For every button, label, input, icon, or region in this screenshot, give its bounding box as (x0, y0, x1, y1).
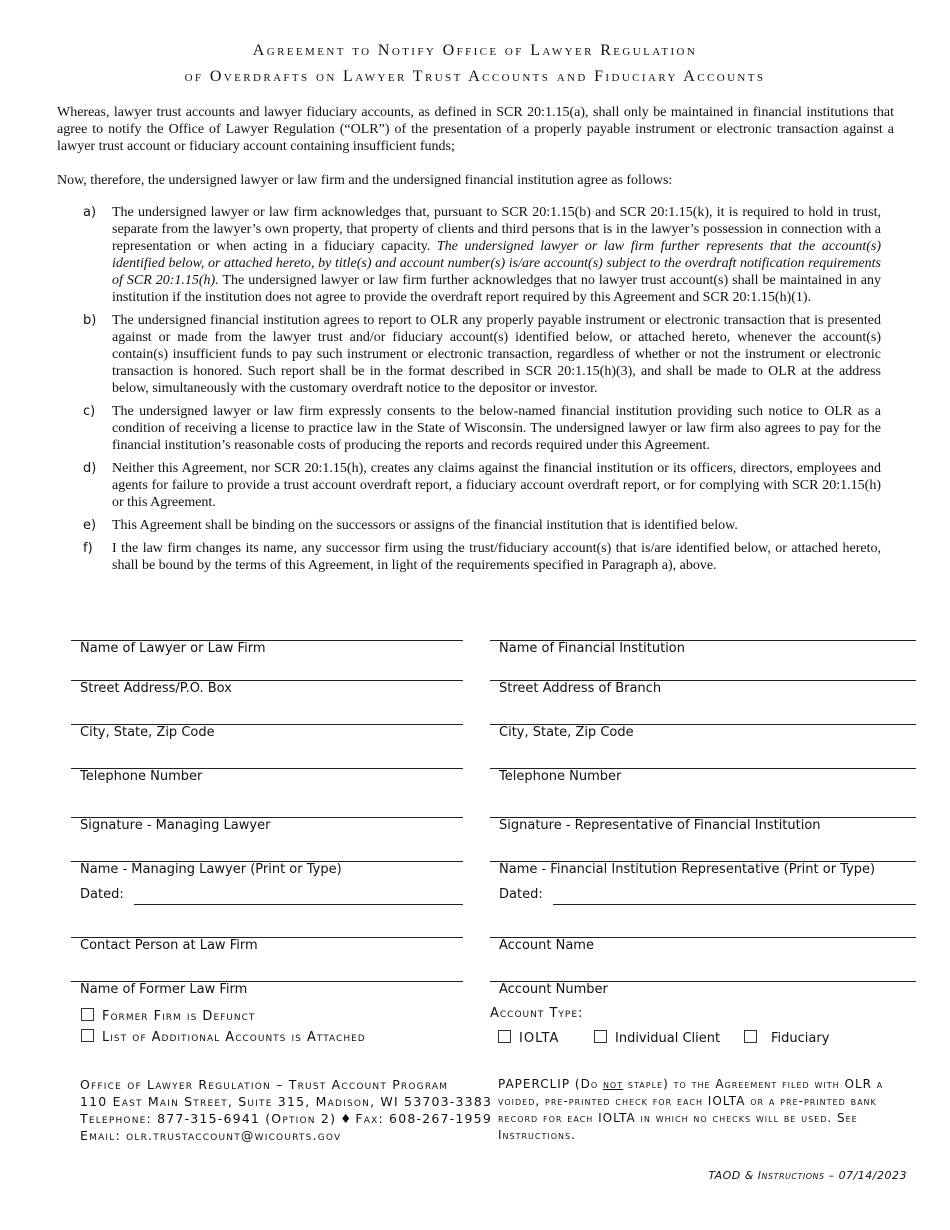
item-marker: b) (83, 313, 97, 328)
title-line-1: Agreement to Notify Office of Lawyer Regulation (252, 42, 698, 59)
institution-phone-field[interactable] (490, 768, 916, 784)
item-text: The undersigned lawyer or law firm expressly consents to the below-named financial institution providing such notice to OLR as a condition of receiving a license to practice law in the State of Wisconsin. The undersigned lawyer or law firm also agrees to pay for the financial institution’s reasonable costs of producing the reports and records required under this Agreement. (112, 404, 881, 453)
lawyer-street-field[interactable] (71, 680, 463, 696)
form-title (0, 38, 950, 90)
item-a-text-2: The undersigned lawyer or law firm further acknowledges that no lawyer trust account(s) shall be maintained in any institution if the institution does not agree to provide the overdraft report required by this Agreement and SCR 20:1.15(h)(1). (112, 273, 882, 305)
agreement-items (83, 204, 881, 580)
checkbox[interactable] (744, 1030, 757, 1043)
account-number-field[interactable] (490, 981, 916, 997)
paperclip-text-2: staple) to the Agreement filed with OLR a voided, pre-printed check for each IOLTA or a pre-printed bank record for each IOLTA in which no checks will be used. See Instructions. (498, 1077, 884, 1142)
item-marker: a) (83, 205, 97, 220)
item-f (83, 540, 881, 574)
item-marker: d) (83, 461, 97, 476)
institution-dated-label: Dated: (499, 887, 543, 902)
office-phone: Telephone: 877-315-6941 (Option 2) (80, 1111, 337, 1126)
item-a (83, 204, 881, 306)
lawyer-phone-field[interactable] (71, 768, 463, 784)
field-label: Name of Former Law Firm (80, 982, 248, 997)
checkbox-label: Fiduciary (771, 1031, 830, 1046)
checkbox[interactable] (594, 1030, 607, 1043)
diamond-icon: ♦ (340, 1111, 352, 1126)
office-street (80, 1093, 492, 1110)
field-label: Name - Managing Lawyer (Print or Type) (80, 862, 342, 877)
former-firm-field[interactable] (71, 981, 463, 997)
lead-paragraph: Now, therefore, the undersigned lawyer or law firm and the undersigned financial institution agree as follows: (57, 173, 673, 188)
field-label: Name of Financial Institution (499, 641, 685, 656)
item-a-italic: The undersigned lawyer or law firm further represents that the account(s) identified below, or attached hereto, by title(s) and account number(s) is/are account(s) subject to the overdraft notification requirements of SCR 20:1.15(h). (112, 239, 882, 288)
item-text (112, 204, 881, 306)
field-label: Street Address of Branch (499, 681, 662, 696)
title-line-2: of Overdrafts on Lawyer Trust Accounts and Fiduciary Accounts (184, 68, 766, 85)
field-label: Telephone Number (499, 769, 622, 784)
lawyer-print-name-field[interactable] (71, 861, 463, 877)
field-label: City, State, Zip Code (499, 725, 634, 740)
item-text: This Agreement shall be binding on the successors or assigns of the financial institution that is identified below. (112, 518, 738, 533)
item-marker: f) (83, 541, 93, 556)
item-e (83, 517, 881, 534)
item-text: I the law firm changes its name, any successor firm using the trust/fiduciary account(s) that is/are identified below, or attached hereto, shall be bound by the terms of this Agreement, in light of the requirements specified in Paragraph a), above. (112, 541, 881, 573)
lawyer-dated-label: Dated: (80, 887, 124, 902)
account-type-individual-client[interactable] (594, 1030, 720, 1046)
checkbox-label: IOLTA (519, 1031, 560, 1046)
institution-print-name-field[interactable] (490, 861, 916, 877)
lawyer-name-field[interactable] (71, 640, 463, 656)
lawyer-signature-field[interactable] (71, 817, 463, 833)
institution-city-field[interactable] (490, 724, 916, 740)
intro-paragraph: Whereas, lawyer trust accounts and lawyer fiduciary accounts, as defined in SCR 20:1.15(a), shall only be maintained in financial institutions that agree to notify the Office of Lawyer Regulation (“OLR”) of the presentation of a properly payable instrument or electronic transaction against a lawyer trust account or fiduciary account containing insufficient funds; (57, 105, 894, 154)
office-phone-fax (80, 1110, 492, 1127)
paperclip-instructions (498, 1076, 912, 1144)
item-marker: c) (83, 404, 96, 419)
branch-street-field[interactable] (490, 680, 916, 696)
field-label: Name of Lawyer or Law Firm (80, 641, 266, 656)
field-label: Account Number (499, 982, 608, 997)
checkbox[interactable] (81, 1029, 94, 1042)
former-firm-defunct-option[interactable] (81, 1008, 255, 1024)
office-email: Email: olr.trustaccount@wicourts.gov (80, 1128, 342, 1143)
account-type-fiduciary[interactable] (744, 1030, 829, 1046)
field-label: Contact Person at Law Firm (80, 938, 258, 953)
field-label: Signature - Managing Lawyer (80, 818, 271, 833)
field-label: City, State, Zip Code (80, 725, 215, 740)
field-label: Street Address/P.O. Box (80, 681, 232, 696)
item-a-text-1: The undersigned lawyer or law firm acknowledges that, pursuant to SCR 20:1.15(b) and SCR 20:1.15(k), it is required to hold in trust, separate from the lawyer’s own property, that property of clients and third persons that is in the lawyer’s possession in connection with a representation or when acting in a fiduciary capacity. (112, 205, 881, 254)
lawyer-city-field[interactable] (71, 724, 463, 740)
field-label: Telephone Number (80, 769, 203, 784)
account-name-field[interactable] (490, 937, 916, 953)
paperclip-not: not (602, 1077, 624, 1091)
field-label: Signature - Representative of Financial Institution (499, 818, 821, 833)
contact-person-field[interactable] (71, 937, 463, 953)
additional-accounts-option[interactable] (81, 1029, 366, 1045)
institution-name-field[interactable] (490, 640, 916, 656)
institution-signature-field[interactable] (490, 817, 916, 833)
office-address-block (80, 1076, 492, 1144)
office-street-text: 110 East Main Street, Suite 315, Madison, WI 53703-3383 (80, 1094, 493, 1109)
item-c (83, 403, 881, 454)
account-type-iolta[interactable] (498, 1030, 559, 1046)
item-text: The undersigned financial institution agrees to report to OLR any properly payable instrument or electronic transaction that is presented against or made from the lawyer trust and/or fiduciary account(s) identified below, or attached hereto, whenever the account(s) contain(s) insufficient funds to pay such instrument or electronic transaction, regardless of whether or not the instrument or electronic transaction is honored. Such report shall be in the format described in SCR 20:1.15(h)(3), and shall be made to OLR at the address below, simultaneously with the customary overdraft notice to the depositor or investor. (112, 313, 881, 396)
item-d (83, 460, 881, 511)
office-name: Office of Lawyer Regulation – Trust Account Program (80, 1077, 449, 1092)
item-marker: e) (83, 518, 97, 533)
checkbox[interactable] (498, 1030, 511, 1043)
checkbox-label: Individual Client (615, 1031, 721, 1046)
item-text: Neither this Agreement, nor SCR 20:1.15(h), creates any claims against the financial institution or its officers, directors, employees and agents for failure to provide a trust account overdraft report, a fiduciary account overdraft report, or for complying with SCR 20:1.15(h) or this Agreement. (112, 461, 881, 510)
field-label: Name - Financial Institution Representative (Print or Type) (499, 862, 876, 877)
checkbox[interactable] (81, 1008, 94, 1021)
institution-dated-field[interactable] (553, 904, 916, 905)
office-fax: Fax: 608-267-1959 (355, 1111, 492, 1126)
account-type-label: Account Type: (490, 1006, 584, 1021)
form-footer: TAOD & Instructions – 07/14/2023 (708, 1169, 907, 1182)
checkbox-label: Former Firm is Defunct (102, 1009, 256, 1024)
lawyer-dated-field[interactable] (134, 904, 463, 905)
item-b (83, 312, 881, 397)
checkbox-label: List of Additional Accounts is Attached (102, 1030, 366, 1045)
field-label: Account Name (499, 938, 594, 953)
paperclip-text-1: PAPERCLIP (Do (498, 1077, 603, 1091)
